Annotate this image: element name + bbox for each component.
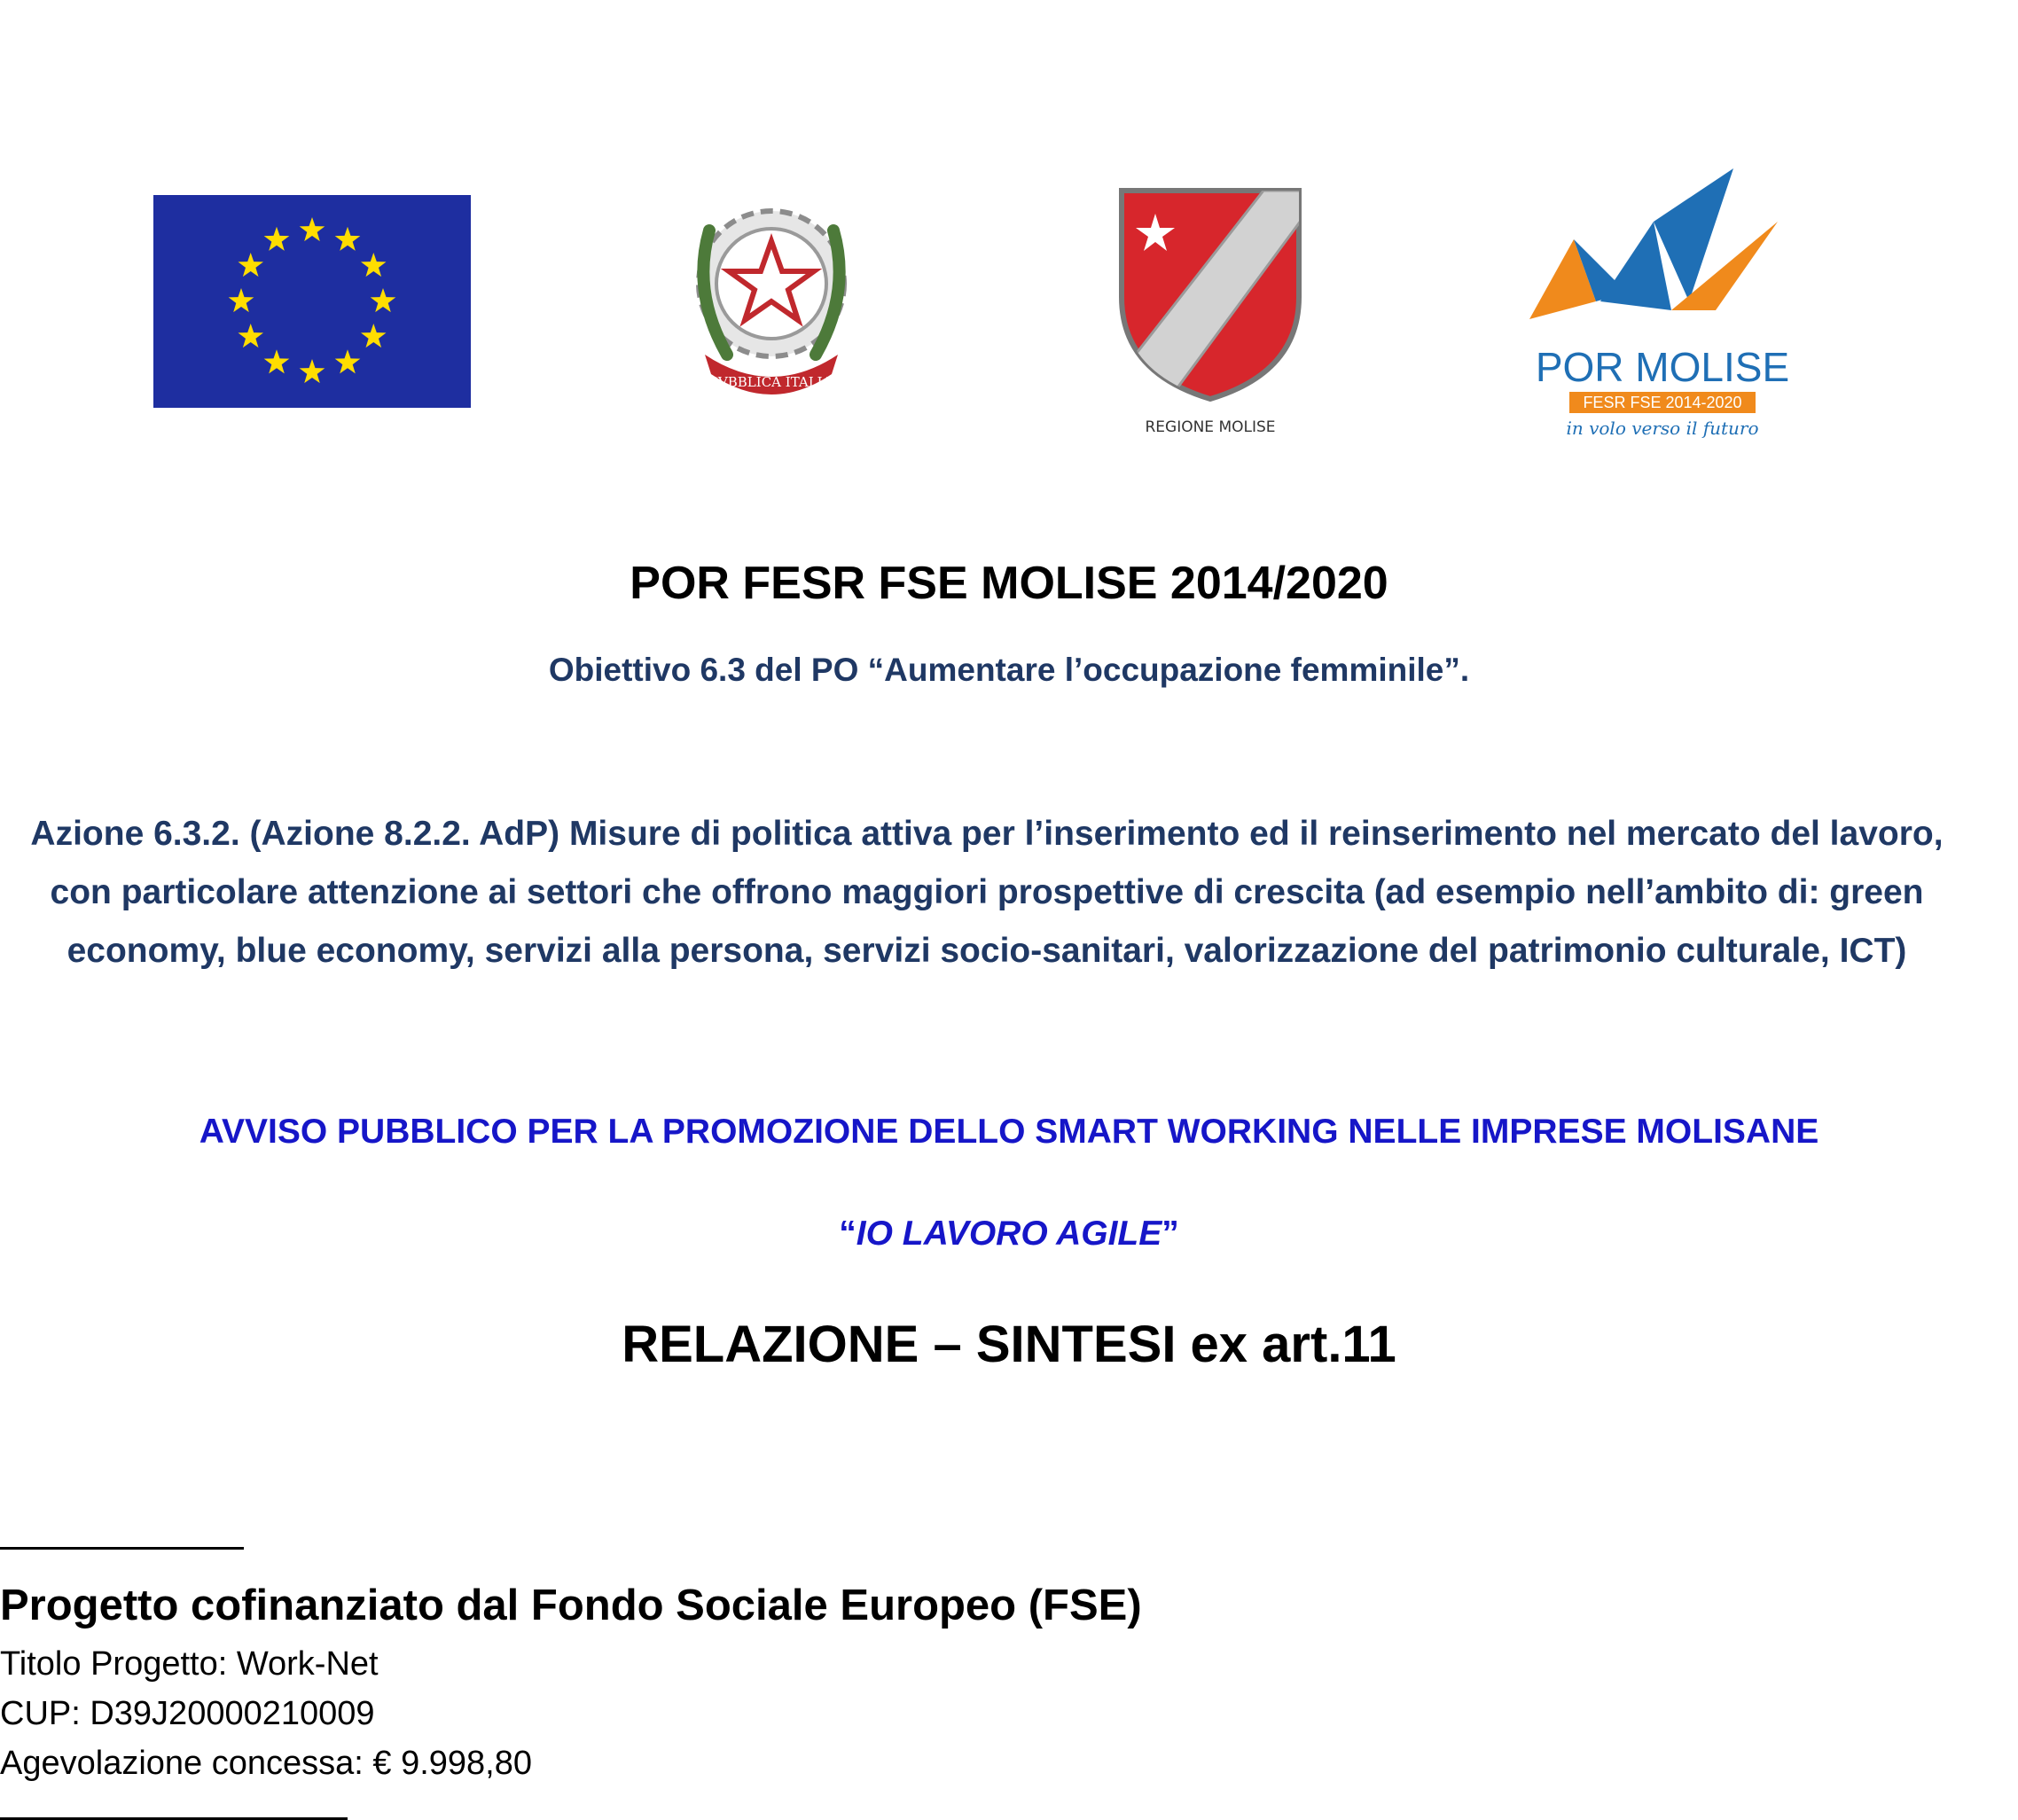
report-heading: RELAZIONE – SINTESI ex art.11 bbox=[622, 1316, 1396, 1373]
por-tagline: in volo verso il futuro bbox=[1566, 418, 1759, 439]
logo-bar bbox=[0, 0, 2018, 461]
objective-text: Obiettivo 6.3 del PO “Aumentare l’occupazione femminile”. bbox=[548, 652, 1470, 688]
por-molise-logo bbox=[1521, 168, 1804, 448]
funding-title: Progetto cofinanziato dal Fondo Sociale Europeo (FSE) bbox=[0, 1582, 1142, 1629]
project-title: Titolo Progetto: Work-Net bbox=[0, 1645, 379, 1683]
motto-text: IO LAVORO AGILE bbox=[856, 1215, 1162, 1253]
project-motto bbox=[0, 1215, 2018, 1254]
eu-flag-icon bbox=[153, 195, 471, 408]
footer-divider-top bbox=[0, 1547, 244, 1550]
regione-molise-shield bbox=[1113, 182, 1308, 439]
document-title: POR FESR FSE MOLISE 2014/2020 bbox=[630, 558, 1388, 609]
notice-title: AVVISO PUBBLICO PER LA PROMOZIONE DELLO SMART WORKING NELLE IMPRESE MOLISANE bbox=[199, 1113, 1819, 1151]
repubblica-italiana-emblem bbox=[674, 177, 869, 417]
por-brand: POR MOLISE bbox=[1535, 344, 1790, 390]
cup-code: CUP: D39J20000210009 bbox=[0, 1695, 375, 1732]
motto-open-quote: “ bbox=[839, 1215, 856, 1253]
grant-amount: Agevolazione concessa: € 9.998,80 bbox=[0, 1745, 532, 1782]
funding-box bbox=[0, 1581, 1142, 1788]
por-subtitle: FESR FSE 2014-2020 bbox=[1583, 394, 1742, 411]
motto-close-quote: ” bbox=[1162, 1215, 1179, 1253]
emblem-label: REPVBBLICA ITALIANA bbox=[689, 374, 854, 390]
region-label: REGIONE MOLISE bbox=[1145, 418, 1276, 436]
action-paragraph: Azione 6.3.2. (Azione 8.2.2. AdP) Misure di politica attiva per l’inserimento ed il reinserimento nel mercato del lavoro, con particolare attenzione ai settori che offrono maggiori prospettive di crescita (ad esempio nell’ambito di: green economy, blue economy, servizi alla persona, servizi socio-sanitari, valorizzazione del patrimonio culturale, ICT) bbox=[30, 815, 1944, 970]
